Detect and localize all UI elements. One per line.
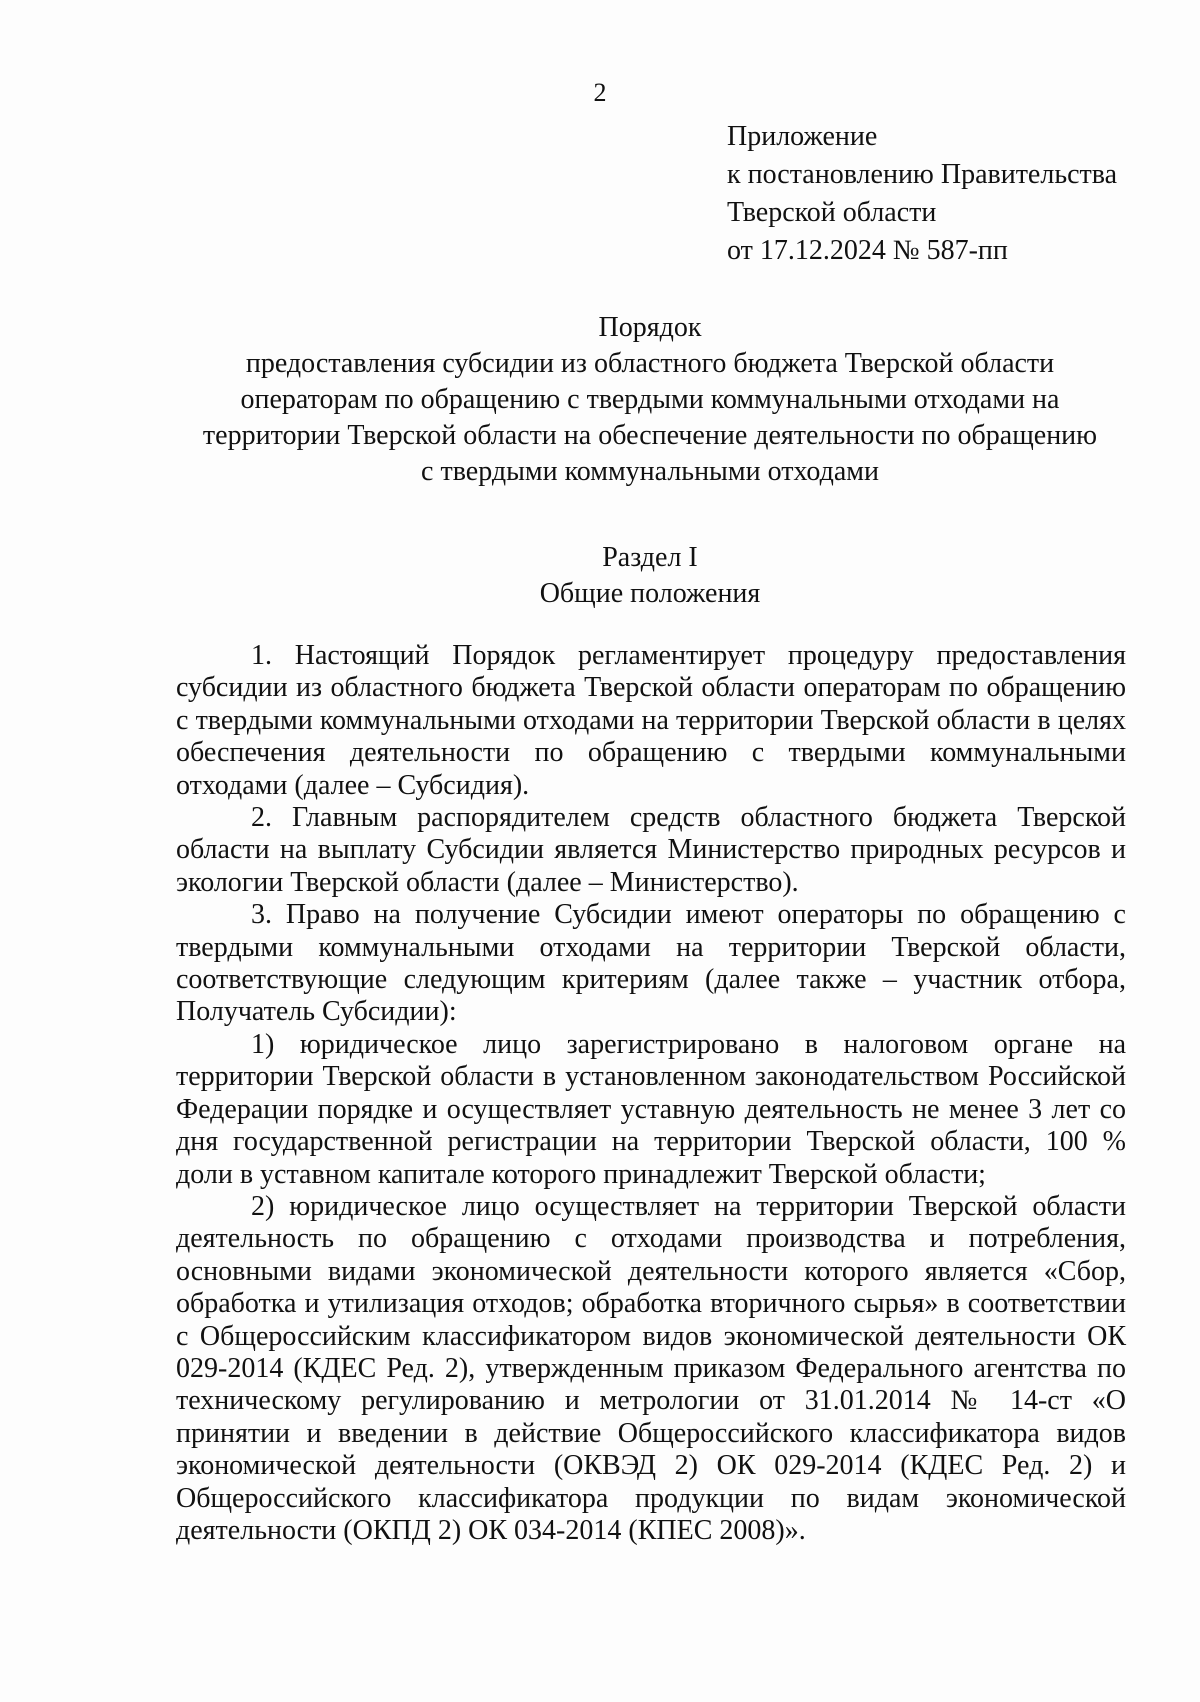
section-number: Раздел I xyxy=(602,542,698,573)
title-line: с твердыми коммунальными отходами xyxy=(421,456,879,487)
appendix-line: Тверской области xyxy=(727,197,937,228)
appendix-block xyxy=(727,118,1147,270)
paragraph: 3. Право на получение Субсидии имеют операторы по обращению с твердыми коммунальными отходами на территории Тверской области, соответствующие следующим критериям (далее также – участник отбора, Получатель Субсидии): xyxy=(176,899,1126,1028)
appendix-date-number: от 17.12.2024 № 587-пп xyxy=(727,235,1008,266)
section-name: Общие положения xyxy=(539,578,761,609)
section-heading xyxy=(160,540,1140,612)
title-line: предоставления субсидии из областного бюджета Тверской области xyxy=(245,348,1055,379)
title-line: Порядок xyxy=(598,312,702,343)
body-text xyxy=(176,640,1126,1547)
paragraph: 1) юридическое лицо зарегистрировано в налоговом органе на территории Тверской области в установленном законодательством Российской Федерации порядке и осуществляет уставную деятельность не менее 3 лет со дня государственной регистрации на территории Тверской области, 100 % доли в уставном капитале которого принадлежит Тверской области; xyxy=(176,1028,1126,1190)
title-line: операторам по обращению с твердыми коммунальными отходами на xyxy=(240,384,1060,415)
paragraph: 2. Главным распорядителем средств областного бюджета Тверской области на выплату Субсидии является Министерство природных ресурсов и экологии Тверской области (далее – Министерство). xyxy=(176,802,1126,898)
appendix-line: Приложение xyxy=(727,121,878,152)
page-number: 2 xyxy=(593,78,607,107)
paragraph: 2) юридическое лицо осуществляет на территории Тверской области деятельность по обращению с отходами производства и потребления, основными видами экономической деятельности которого является «Сбор, обработка и утилизация отходов; обработка вторичного сырья» в соответствии с Общероссийским классификатором видов экономической деятельности ОК 029-2014 (КДЕС Ред. 2), утвержденным приказом Федерального агентства по техническому регулированию и метрологии от 31.01.2014 № 14-ст «О принятии и введении в действие Общероссийского классификатора видов экономической деятельности (ОКВЭД 2) ОК 029-2014 (КДЕС Ред. 2) и Общероссийского классификатора продукции по видам экономической деятельности (ОКПД 2) ОК 034-2014 (КПЕС 2008)». xyxy=(176,1190,1126,1546)
title-line: территории Тверской области на обеспечение деятельности по обращению xyxy=(202,420,1098,451)
document-title xyxy=(160,310,1140,490)
paragraph: 1. Настоящий Порядок регламентирует процедуру предоставления субсидии из областного бюджета Тверской области операторам по обращению с твердыми коммунальными отходами на территории Тверской области в целях обеспечения деятельности по обращению с твердыми коммунальными отходами (далее – Субсидия). xyxy=(176,640,1126,801)
appendix-line: к постановлению Правительства xyxy=(727,159,1118,190)
